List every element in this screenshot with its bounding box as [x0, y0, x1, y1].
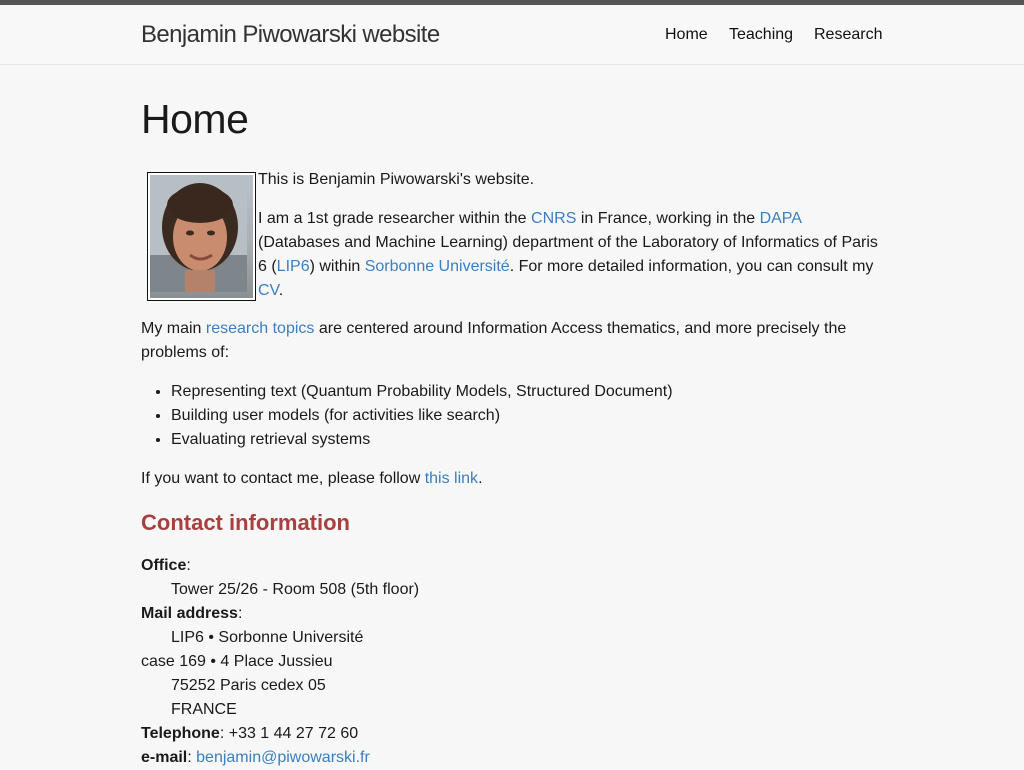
- nav-link-home[interactable]: Home: [665, 26, 708, 43]
- nav-link-teaching[interactable]: Teaching: [729, 26, 794, 43]
- contact-paragraph: [141, 467, 883, 491]
- topics-list: [141, 380, 883, 452]
- list-item: • Evaluating retrieval systems: [171, 428, 883, 452]
- office-value: Tower 25/26 - Room 508 (5th floor): [171, 581, 420, 598]
- mail-line-1: LIP6 • Sorbonne Université: [171, 629, 364, 646]
- cnrs-link[interactable]: CNRS: [531, 210, 577, 227]
- intro-text: in France, working in the: [576, 210, 760, 227]
- research-topics-link[interactable]: research topics: [205, 320, 315, 337]
- contact-text: .: [478, 470, 483, 487]
- profile-photo: [150, 175, 253, 298]
- office-row: [141, 554, 883, 578]
- page-title: Home: [141, 96, 249, 142]
- colon: :: [237, 605, 243, 622]
- lip6-link[interactable]: LIP6: [276, 258, 310, 275]
- phone-row: [141, 722, 883, 746]
- email-label: e-mail: [141, 749, 188, 766]
- mail-line-4: FRANCE: [171, 701, 237, 718]
- list-item: • Building user models (for activities like search): [171, 404, 883, 428]
- mail-row: [141, 602, 883, 626]
- contact-link[interactable]: this link: [424, 470, 479, 487]
- site-brand-link[interactable]: Benjamin Piwowarski website: [141, 21, 440, 48]
- email-row: [141, 746, 883, 770]
- sorbonne-link[interactable]: Sorbonne Université: [364, 258, 510, 275]
- navbar: [0, 5, 1024, 65]
- intro-block: [258, 168, 883, 318]
- dapa-link[interactable]: DAPA: [759, 210, 802, 227]
- contact-details: [141, 554, 883, 770]
- list-item: • Representing text (Quantum Probability Models, Structured Document): [171, 380, 883, 404]
- intro-line: This is Benjamin Piwowarski's website.: [258, 171, 535, 188]
- topics-text: My main: [141, 320, 206, 337]
- cv-link[interactable]: CV: [258, 282, 279, 299]
- contact-heading: Contact information: [141, 510, 350, 535]
- email-link[interactable]: benjamin@piwowarski.fr: [196, 749, 370, 766]
- colon: :: [187, 749, 192, 766]
- intro-text: ) within: [309, 258, 365, 275]
- profile-photo-frame: [147, 172, 256, 301]
- mail-line-3: 75252 Paris cedex 05: [171, 677, 326, 694]
- topics-text: are centered around Information Access thematics, and more precisely the problems of:: [141, 320, 847, 361]
- topics-paragraph: [141, 317, 883, 365]
- phone-label: Telephone: [141, 725, 220, 742]
- office-label: Office: [141, 557, 187, 574]
- nav-link-research[interactable]: Research: [814, 26, 883, 43]
- contact-text: If you want to contact me, please follow: [141, 470, 425, 487]
- intro-text: (Databases and Machine Learning) department of the Laboratory of Informatics of Paris 6 (: [258, 234, 878, 275]
- mail-label: Mail address: [141, 605, 238, 622]
- mail-line-2: case 169 • 4 Place Jussieu: [141, 653, 333, 670]
- colon: :: [186, 557, 191, 574]
- intro-text: . For more detailed information, you can consult my: [509, 258, 874, 275]
- intro-paragraph: [258, 207, 883, 303]
- phone-value: : +33 1 44 27 72 60: [219, 725, 359, 742]
- intro-text: I am a 1st grade researcher within the: [258, 210, 532, 227]
- intro-text: .: [278, 282, 284, 299]
- topics-section: [141, 317, 883, 491]
